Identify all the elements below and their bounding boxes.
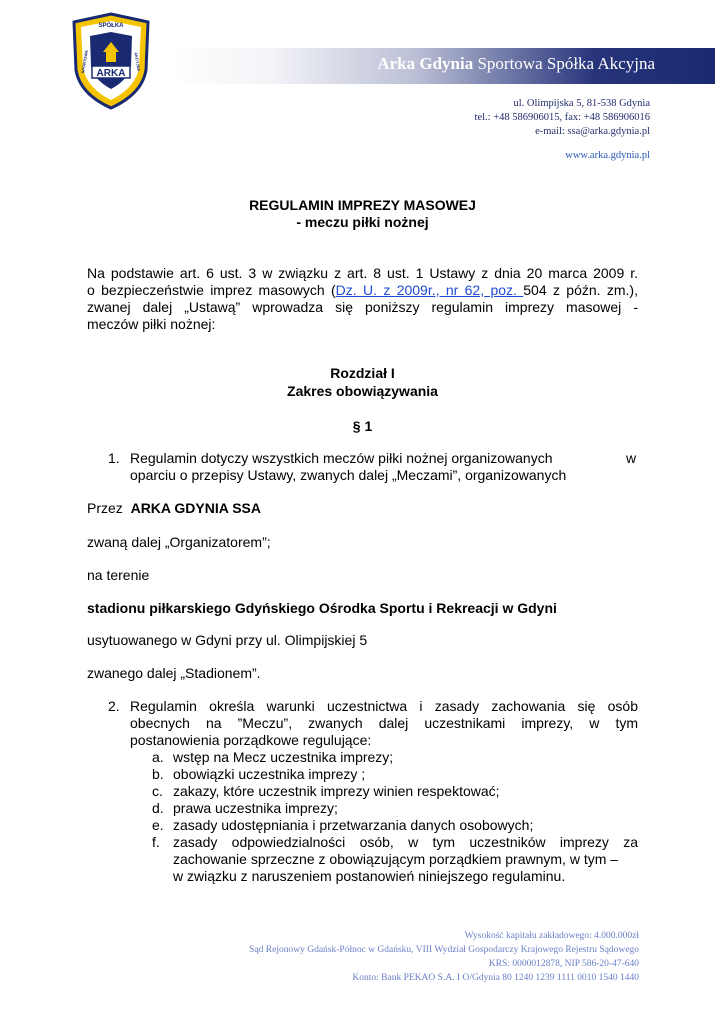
subitem-e-text: zasady udostępniania i przetwarzania danych osobowych; (173, 817, 534, 833)
stadium-name: stadionu piłkarskiego Gdyńskiego Ośrodka Sportu i Rekreacji w Gdyni (87, 600, 557, 616)
intro-line-2-end: 504 z późn. zm.), (523, 282, 638, 298)
arka-logo (70, 12, 152, 110)
subitem-e-letter: e. (152, 817, 164, 833)
legal-reference-link[interactable]: Dz. U. z 2009r., nr 62, poz. (335, 282, 524, 298)
organizer-name: ARKA GDYNIA SSA (130, 500, 261, 516)
subitem-d-letter: d. (152, 800, 164, 816)
document-title: REGULAMIN IMPREZY MASOWEJ (249, 197, 476, 213)
subitem-f-letter: f. (152, 834, 160, 850)
item-2-number: 2. (108, 698, 120, 714)
subitem-d-text: prawa uczestnika imprezy; (173, 800, 338, 816)
subitem-b-text: obowiązki uczestnika imprezy ; (173, 766, 366, 782)
company-name (377, 54, 655, 74)
na-terenie: na terenie (87, 567, 150, 583)
subitem-c-letter: c. (152, 783, 163, 799)
subitem-a-text: wstęp na Mecz uczestnika imprezy; (173, 749, 394, 765)
paragraph-sign: § 1 (352, 418, 373, 434)
logo-text-main: ARKA (96, 68, 126, 79)
organizer-alias: zwaną dalej „Organizatorem”; (87, 534, 271, 550)
item-1-line-2: oparciu o przepisy Ustawy, zwanych dalej „Meczami”, organizowanych (130, 467, 567, 483)
footer-court: Sąd Rejonowy Gdańsk-Północ w Gdańsku, VIII Wydział Gospodarczy Krajowego Rejestru Sądowego (249, 945, 639, 955)
logo-text-right: AKCYJNA (133, 51, 142, 72)
chapter-number: Rozdział I (330, 365, 395, 381)
company-name-bold: Arka Gdynia (377, 54, 474, 73)
subitem-f-line-2: zachowanie sprzeczne z obowiązującym porządkiem prawnym, w tym – (173, 851, 619, 867)
intro-line-3: zwanej dalej „Ustawą” wprowadza się poniższy regulamin imprezy masowej - (87, 299, 638, 315)
company-address: ul. Olimpijska 5, 81-538 Gdynia (513, 98, 650, 109)
item-1-number: 1. (108, 450, 120, 466)
footer-bank-account: Konto: Bank PEKAO S.A. I O/Gdynia 80 1240 1239 1111 0010 1540 1440 (352, 973, 639, 983)
subitem-b-letter: b. (152, 766, 164, 782)
footer-capital: Wysokość kapitału zakładowego: 4.000.000zł (464, 931, 639, 941)
intro-line-2-start: o bezpieczeństwie imprez masowych ( (87, 282, 336, 298)
stadium-location: usytuowanego w Gdyni przy ul. Olimpijskiej 5 (87, 632, 368, 648)
item-2-line-1: Regulamin określa warunki uczestnictwa i zasady zachowania się osób (130, 698, 638, 714)
intro-line-2 (87, 282, 638, 298)
item-2-line-2: obecnych na ”Meczu”, zwanych dalej uczestnikami imprezy, w tym (130, 715, 638, 731)
logo-text-top: SPÓŁKA (98, 23, 124, 29)
logo-text-left: SPORTOWA (80, 49, 90, 74)
company-phone: tel.: +48 586906015, fax: +48 586906016 (474, 112, 650, 123)
intro-line-1: Na podstawie art. 6 ust. 3 w związku z art. 8 ust. 1 Ustawy z dnia 20 marca 2009 r. (87, 265, 638, 281)
footer-krs-nip: KRS: 0000012878, NIP 586-20-47-640 (488, 959, 639, 969)
document-subtitle: - meczu piłki nożnej (296, 214, 429, 230)
subitem-f-line-3: w związku z naruszeniem postanowień niniejszego regulaminu. (173, 868, 566, 884)
subitem-a-letter: a. (152, 749, 164, 765)
intro-line-4: meczów piłki nożnej: (87, 316, 216, 332)
company-email[interactable]: e-mail: ssa@arka.gdynia.pl (535, 126, 650, 137)
chapter-title: Zakres obowiązywania (287, 383, 438, 399)
company-website[interactable]: www.arka.gdynia.pl (565, 150, 650, 161)
company-name-rest: Sportowa Spółka Akcyjna (473, 54, 655, 73)
subitem-c-text: zakazy, które uczestnik imprezy winien respektować; (173, 783, 500, 799)
item-2-line-3: postanowienia porządkowe regulujące: (130, 732, 372, 748)
stadium-alias: zwanego dalej „Stadionem”. (87, 665, 261, 681)
przez-label: Przez (87, 500, 123, 516)
item-1-line-1: Regulamin dotyczy wszystkich meczów piłki nożnej organizowanych (130, 450, 553, 466)
subitem-f-text: zasady odpowiedzialności osób, w tym uczestników imprezy za (173, 834, 638, 850)
organizer-line (87, 500, 261, 516)
item-1-line-1-end: w (626, 450, 637, 466)
